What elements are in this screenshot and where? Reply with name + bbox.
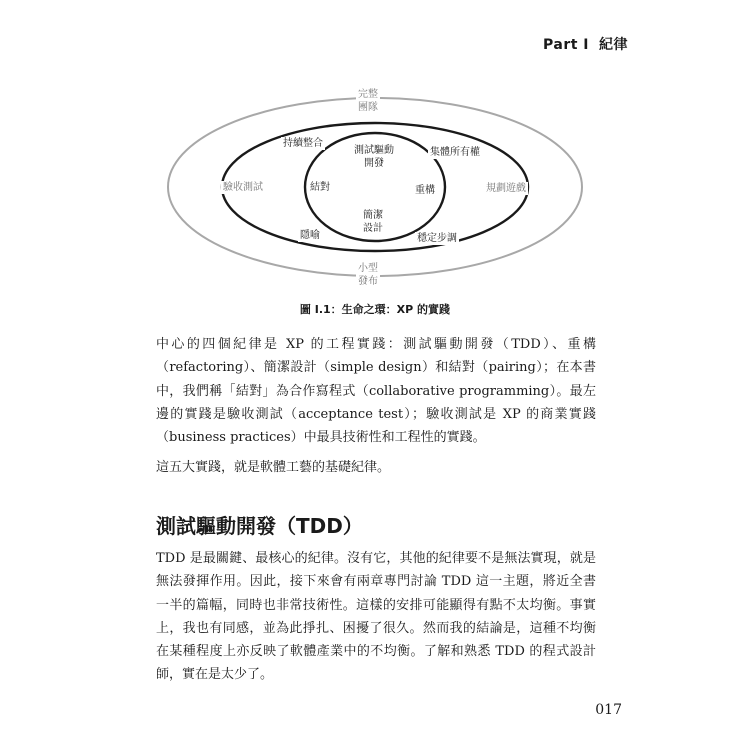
chapter-label: 紀律 <box>599 37 628 53</box>
outer-label-right: 規劃遊戲 <box>486 183 526 194</box>
middle-label-top-right: 集體所有權 <box>430 147 480 158</box>
intro-paragraph: 中心的四個紀律是 XP 的工程實踐：測試驅動開發（TDD）、重構（refactoring）、簡潔設計（simple design）和結對（pairing）；在本書中，我們稱「結對」為合作寫程式（collaborative programming）。最左邊的實踐是驗收測試（acceptance test）；驗收測試是 XP 的商業實踐（business practices）中最具技術性和工程性的實踐。 <box>156 337 596 446</box>
part-label: Part I <box>542 37 589 53</box>
figure-caption: 圖 I.1：生命之環：XP 的實踐 <box>299 303 451 316</box>
outer-label-left: 驗收測試 <box>223 182 263 193</box>
inner-label-bottom: 簡潔 設計 <box>363 210 383 234</box>
middle-label-top-left: 持續整合 <box>283 138 323 149</box>
section-heading: 測試驅動開發（TDD） <box>156 514 363 538</box>
summary-paragraph: 這五大實踐，就是軟體工藝的基礎紀律。 <box>156 460 391 475</box>
circle-of-life-figure <box>150 82 600 292</box>
page-number: 017 <box>595 702 622 718</box>
middle-label-bottom-left: 隱喻 <box>300 230 320 241</box>
inner-label-top: 測試驅動 開發 <box>354 145 394 169</box>
inner-label-left: 結對 <box>310 182 330 193</box>
running-header <box>533 34 628 54</box>
middle-label-bottom-right: 穩定步調 <box>417 233 457 244</box>
outer-label-bottom: 小型 發布 <box>358 263 378 287</box>
inner-label-right: 重構 <box>415 185 435 196</box>
tdd-paragraph: TDD 是最關鍵、最核心的紀律。沒有它，其他的紀律要不是無法實現，就是無法發揮作用。因此，接下來會有兩章專門討論 TDD 這一主題，將近全書一半的篇幅，同時也非常技術性。這樣的安排可能顯得有點不太均衡。事實上，我也有同感，並為此掙扎、困擾了很久。然而我的結論是，這種不均衡在某種程度上亦反映了軟體產業中的不均衡。了解和熟悉 TDD 的程式設計師，實在是太少了。 <box>156 551 596 683</box>
outer-label-top: 完整 團隊 <box>358 89 378 113</box>
